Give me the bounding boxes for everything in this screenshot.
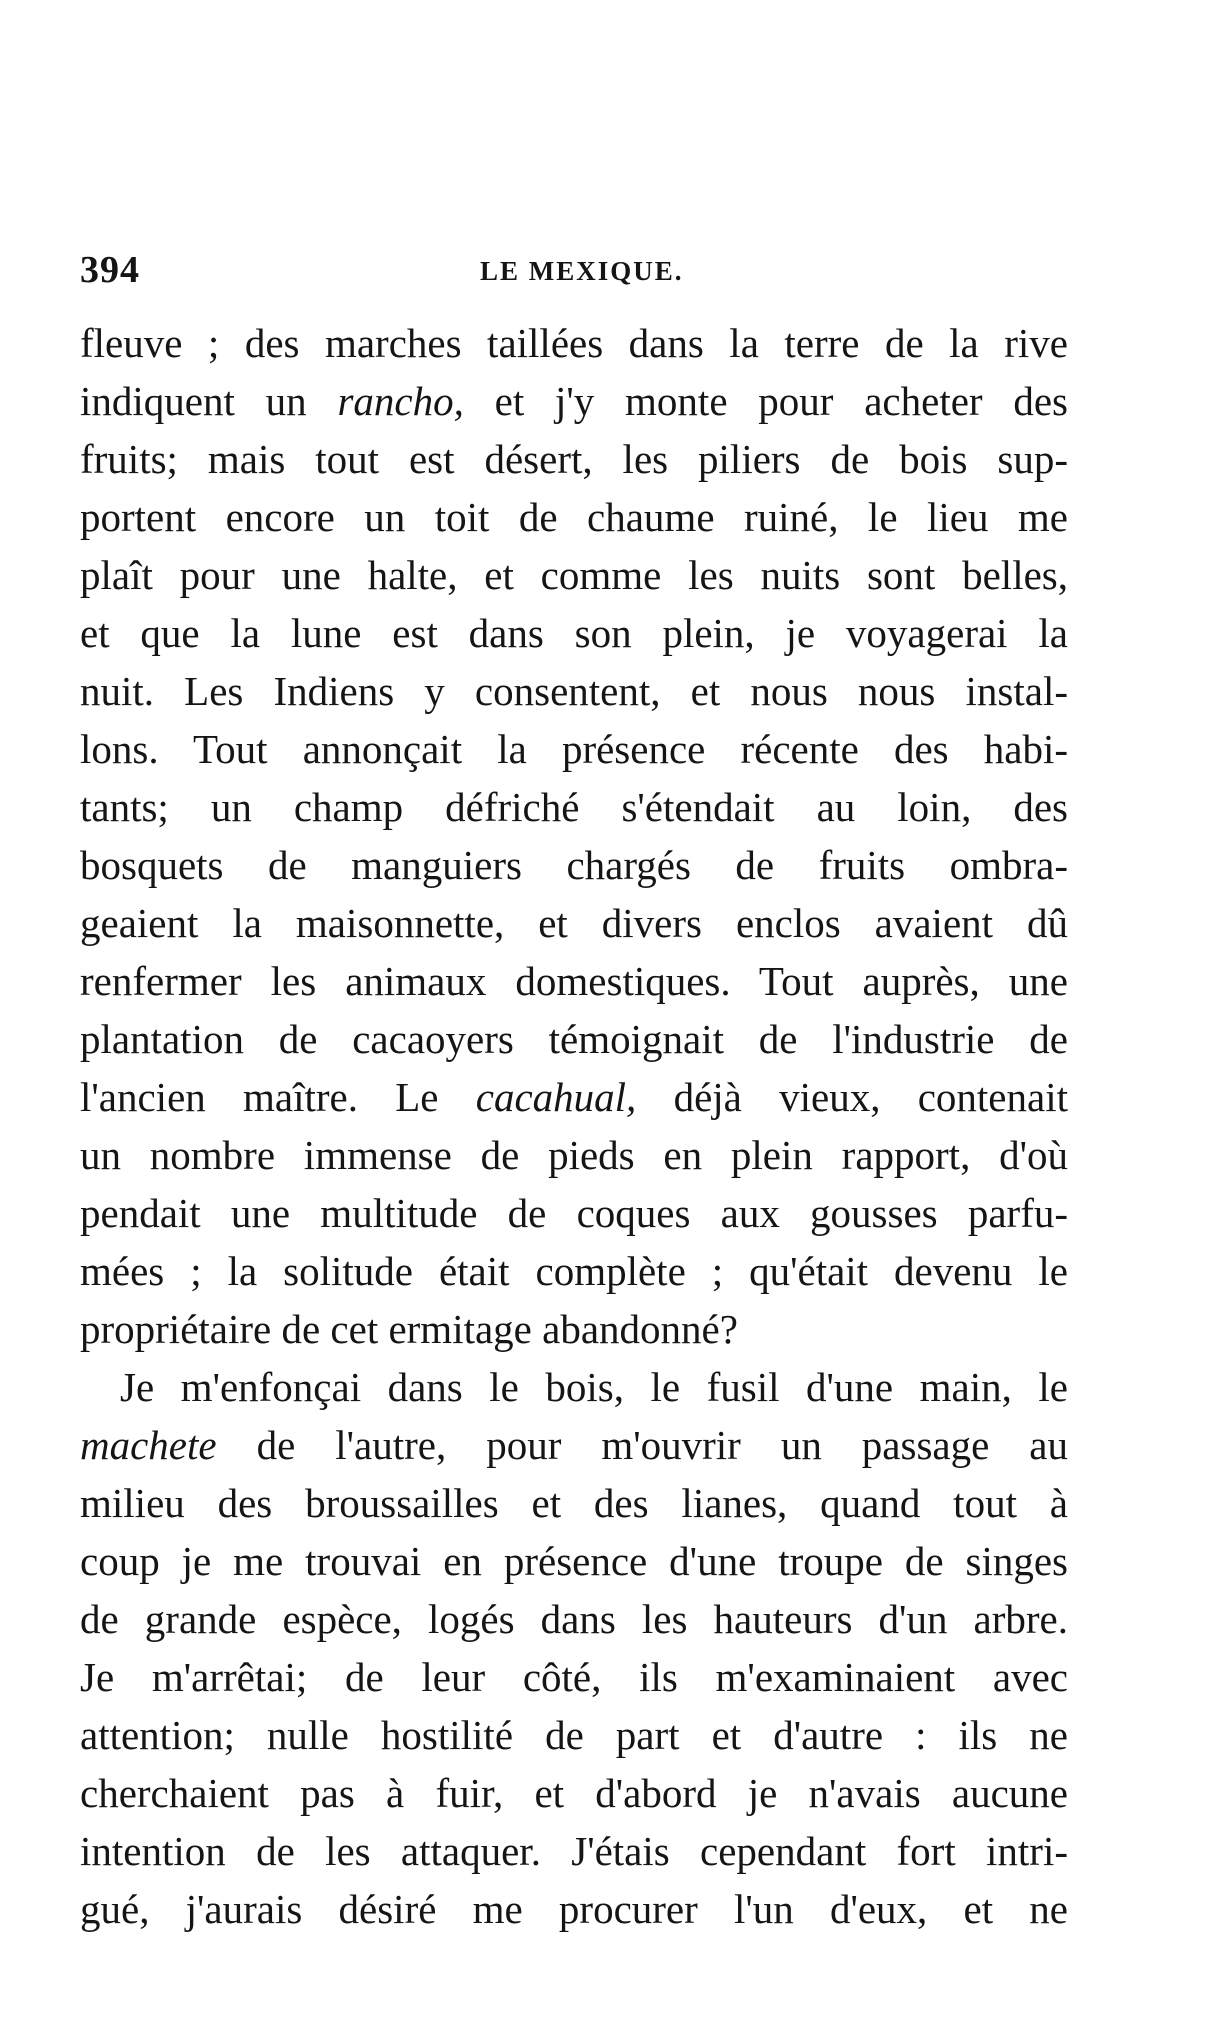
text-line	[80, 1822, 1068, 1880]
text-line	[80, 778, 1068, 836]
text-segment: lons. Tout annonçait la présence récente des habi-	[80, 726, 1068, 772]
page-number: 394	[80, 249, 140, 291]
text-segment: plantation de cacaoyers témoignait de l'industrie de	[80, 1016, 1068, 1062]
text-line	[80, 836, 1068, 894]
text-line	[80, 1126, 1068, 1184]
text-segment: cherchaient pas à fuir, et d'abord je n'avais aucune	[80, 1770, 1068, 1816]
text-line	[80, 604, 1068, 662]
text-line	[80, 952, 1068, 1010]
text-segment: portent encore un toit de chaume ruiné, le lieu me	[80, 494, 1068, 540]
text-line	[80, 1358, 1068, 1416]
text-line	[80, 1010, 1068, 1068]
text-line	[80, 1242, 1068, 1300]
text-segment: gué, j'aurais désiré me procurer l'un d'eux, et ne	[80, 1886, 1068, 1932]
running-head	[80, 248, 1070, 291]
text-line	[80, 1880, 1068, 1938]
text-segment: intention de les attaquer. J'étais cependant fort intri-	[80, 1828, 1068, 1874]
text-line	[80, 1184, 1068, 1242]
text-segment: Je m'enfonçai dans le bois, le fusil d'une main, le	[120, 1364, 1068, 1410]
text-line	[80, 430, 1068, 488]
text-segment: nuit. Les Indiens y consentent, et nous nous instal-	[80, 668, 1068, 714]
text-line	[80, 1474, 1068, 1532]
text-line	[80, 314, 1068, 372]
italic-term: rancho,	[337, 378, 464, 424]
text-line	[80, 894, 1068, 952]
text-segment: déjà vieux, contenait	[636, 1074, 1068, 1120]
text-segment: fruits; mais tout est désert, les piliers de bois sup-	[80, 436, 1068, 482]
text-line	[80, 1068, 1068, 1126]
text-segment: plaît pour une halte, et comme les nuits sont belles,	[80, 552, 1068, 598]
text-segment: milieu des broussailles et des lianes, quand tout à	[80, 1480, 1068, 1526]
text-line	[80, 720, 1068, 778]
text-segment: un nombre immense de pieds en plein rapport, d'où	[80, 1132, 1068, 1178]
text-line	[80, 1648, 1068, 1706]
text-segment: tants; un champ défriché s'étendait au loin, des	[80, 784, 1068, 830]
text-segment: bosquets de manguiers chargés de fruits ombra-	[80, 842, 1068, 888]
text-segment: coup je me trouvai en présence d'une troupe de singes	[80, 1538, 1068, 1584]
text-segment: pendait une multitude de coques aux gousses parfu-	[80, 1190, 1068, 1236]
text-segment: de l'autre, pour m'ouvrir un passage au	[216, 1422, 1068, 1468]
running-title: LE MEXIQUE.	[480, 256, 684, 286]
body-text	[80, 314, 1068, 1938]
text-line	[80, 1764, 1068, 1822]
text-line	[80, 1416, 1068, 1474]
text-line	[80, 372, 1068, 430]
italic-term: machete	[80, 1422, 217, 1468]
text-line	[80, 1300, 1068, 1358]
text-line	[80, 1706, 1068, 1764]
text-segment: l'ancien maître. Le	[80, 1074, 476, 1120]
text-line	[80, 1590, 1068, 1648]
text-segment: Je m'arrêtai; de leur côté, ils m'examinaient avec	[80, 1654, 1068, 1700]
text-segment: attention; nulle hostilité de part et d'autre : ils ne	[80, 1712, 1068, 1758]
text-segment: renfermer les animaux domestiques. Tout auprès, une	[80, 958, 1068, 1004]
text-line	[80, 1532, 1068, 1590]
text-segment: propriétaire de cet ermitage abandonné?	[80, 1306, 738, 1352]
text-line	[80, 488, 1068, 546]
text-segment: geaient la maisonnette, et divers enclos avaient dû	[80, 900, 1068, 946]
text-segment: et j'y monte pour acheter des	[463, 378, 1068, 424]
text-segment: mées ; la solitude était complète ; qu'était devenu le	[80, 1248, 1068, 1294]
text-segment: fleuve ; des marches taillées dans la terre de la rive	[80, 320, 1068, 366]
text-segment: et que la lune est dans son plein, je voyagerai la	[80, 610, 1068, 656]
text-segment: de grande espèce, logés dans les hauteurs d'un arbre.	[80, 1596, 1068, 1642]
italic-term: cacahual,	[475, 1074, 637, 1120]
text-line	[80, 662, 1068, 720]
text-segment: indiquent un	[80, 378, 338, 424]
text-line	[80, 546, 1068, 604]
